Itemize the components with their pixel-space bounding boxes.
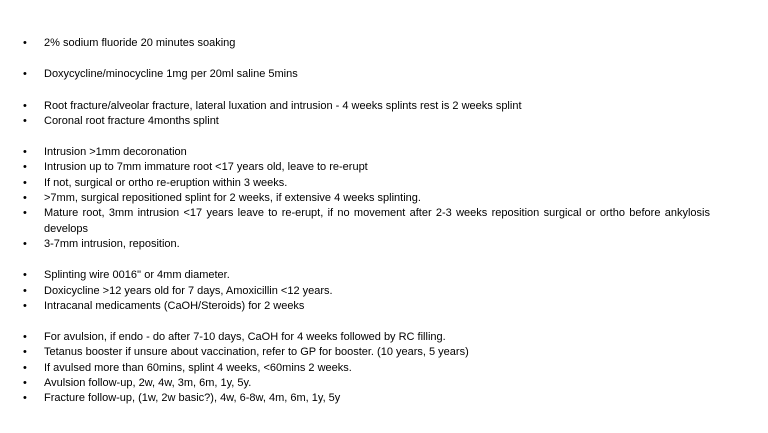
spacer xyxy=(20,129,710,145)
list-item: • If avulsed more than 60mins, splint 4 weeks, <60mins 2 weeks. xyxy=(20,361,710,376)
list-item: • >7mm, surgical repositioned splint for 2 weeks, if extensive 4 weeks splinting. xyxy=(20,191,710,206)
list-item: • 2% sodium fluoride 20 minutes soaking xyxy=(20,36,710,51)
list-item: • For avulsion, if endo - do after 7-10 days, CaOH for 4 weeks followed by RC filling. xyxy=(20,330,710,345)
list-item: • If not, surgical or ortho re-eruption within 3 weeks. xyxy=(20,176,710,191)
list-item: • Fracture follow-up, (1w, 2w basic?), 4w, 6-8w, 4m, 6m, 1y, 5y xyxy=(20,391,710,406)
list-item: • Intrusion >1mm decoronation xyxy=(20,145,710,160)
spacer xyxy=(20,83,710,99)
spacer xyxy=(20,51,710,67)
bullet-list xyxy=(20,36,710,407)
spacer xyxy=(20,252,710,268)
list-item: • Doxicycline >12 years old for 7 days, Amoxicillin <12 years. xyxy=(20,284,710,299)
list-item: • Coronal root fracture 4months splint xyxy=(20,114,710,129)
list-item: • Mature root, 3mm intrusion <17 years leave to re-erupt, if no movement after 2-3 weeks reposition surgical or ortho before ankylosis develops xyxy=(20,206,710,237)
list-item: • 3-7mm intrusion, reposition. xyxy=(20,237,710,252)
list-item: • Avulsion follow-up, 2w, 4w, 3m, 6m, 1y, 5y. xyxy=(20,376,710,391)
spacer xyxy=(20,314,710,330)
list-item: • Tetanus booster if unsure about vaccination, refer to GP for booster. (10 years, 5 years) xyxy=(20,345,710,360)
list-item: • Doxycycline/minocycline 1mg per 20ml saline 5mins xyxy=(20,67,710,82)
list-item: • Intracanal medicaments (CaOH/Steroids) for 2 weeks xyxy=(20,299,710,314)
list-item: • Intrusion up to 7mm immature root <17 years old, leave to re-erupt xyxy=(20,160,710,175)
list-item: • Root fracture/alveolar fracture, lateral luxation and intrusion - 4 weeks splints rest is 2 weeks splint xyxy=(20,99,710,114)
list-item: • Splinting wire 0016'' or 4mm diameter. xyxy=(20,268,710,283)
